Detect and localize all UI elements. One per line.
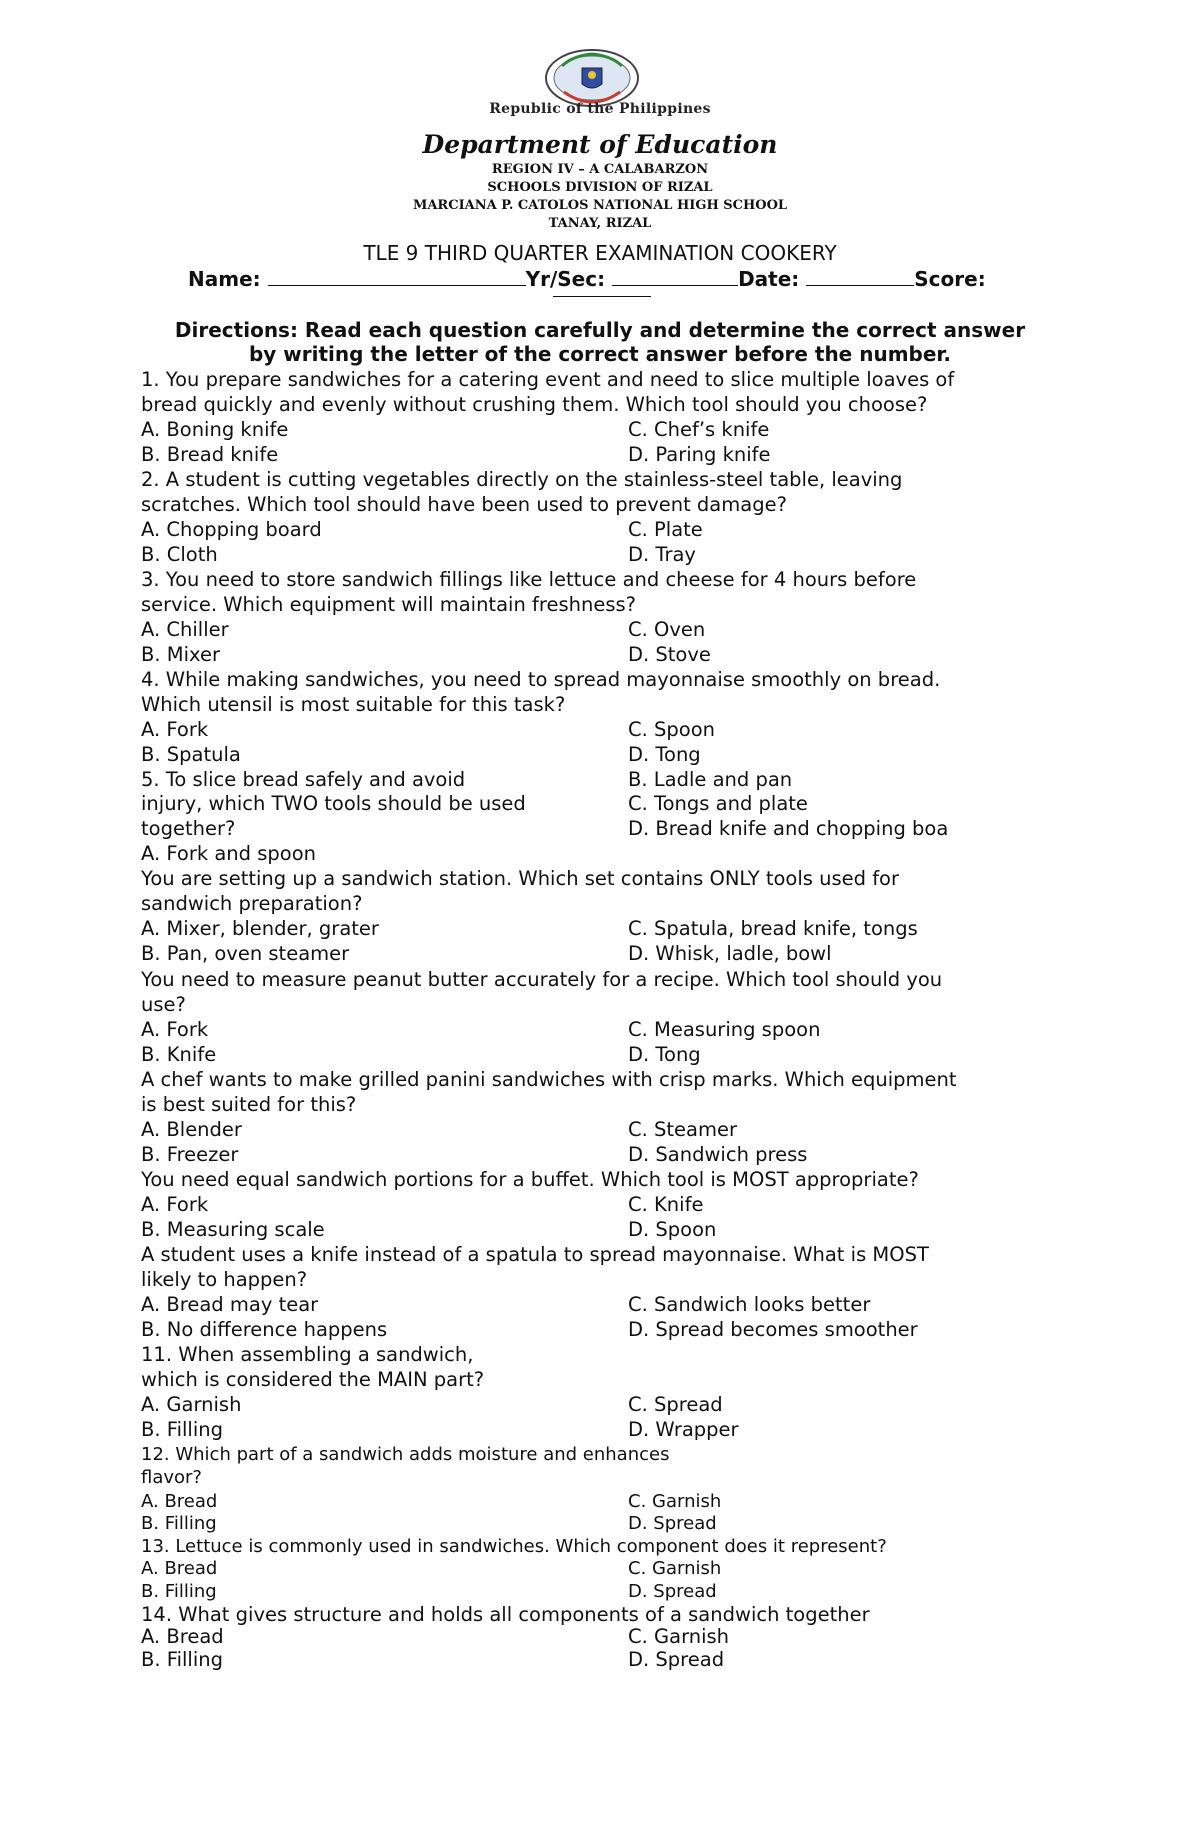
name-field[interactable] <box>268 267 526 286</box>
choice-left: A. Fork <box>141 1018 209 1041</box>
choice-left: A. Bread <box>141 1558 218 1579</box>
question-text-line: A student uses a knife instead of a spatula to spread mayonnaise. What is MOST <box>141 1243 929 1266</box>
question-text-line: sandwich preparation? <box>141 892 363 915</box>
choice-left: injury, which TWO tools should be used <box>141 792 526 815</box>
choice-right: C. Chef’s knife <box>628 418 770 441</box>
choice-right: D. Spread becomes smoother <box>628 1318 918 1341</box>
choice-left: B. Spatula <box>141 743 241 766</box>
score-field[interactable] <box>553 296 651 297</box>
choice-right: C. Garnish <box>628 1625 730 1648</box>
choice-left: B. Filling <box>141 1513 217 1534</box>
choice-left: B. Bread knife <box>141 443 279 466</box>
choice-right: C. Garnish <box>628 1491 722 1512</box>
choice-right: C. Oven <box>628 618 706 641</box>
choice-left: A. Bread <box>141 1491 218 1512</box>
question-text-line: A chef wants to make grilled panini sandwiches with crisp marks. Which equipment <box>141 1068 957 1091</box>
choice-right: C. Sandwich looks better <box>628 1293 871 1316</box>
choice-left: A. Chiller <box>141 618 229 641</box>
question-text-line: use? <box>141 993 186 1016</box>
score-label: Score: <box>914 267 986 291</box>
choice-right: C. Measuring spoon <box>628 1018 821 1041</box>
directions-line-2: by writing the letter of the correct answer before the number. <box>248 342 952 366</box>
question-text-line: bread quickly and evenly without crushing them. Which tool should you choose? <box>141 393 928 416</box>
choice-right: D. Wrapper <box>628 1418 739 1441</box>
yrsec-field[interactable] <box>612 267 738 286</box>
choice-left: B. No difference happens <box>141 1318 388 1341</box>
choice-right: C. Knife <box>628 1193 704 1216</box>
region-heading: REGION IV – A CALABARZON <box>491 162 709 177</box>
date-field[interactable] <box>806 267 914 286</box>
choice-left: B. Mixer <box>141 643 220 666</box>
choice-right: D. Spoon <box>628 1218 717 1241</box>
question-text-line: 2. A student is cutting vegetables directly on the stainless-steel table, leaving <box>141 468 903 491</box>
choice-right: C. Spatula, bread knife, tongs <box>628 917 918 940</box>
division-heading: SCHOOLS DIVISION OF RIZAL <box>487 180 713 195</box>
question-text-line: 1. You prepare sandwiches for a catering event and need to slice multiple loaves of <box>141 368 955 391</box>
choice-left: B. Measuring scale <box>141 1218 325 1241</box>
department-heading: Department of Education <box>422 130 778 159</box>
location-heading: TANAY, RIZAL <box>548 216 652 231</box>
choice-right: D. Paring knife <box>628 443 771 466</box>
question-text-line: is best suited for this? <box>141 1093 357 1116</box>
student-info-line <box>188 267 1068 291</box>
choice-left: B. Filling <box>141 1581 217 1602</box>
choice-right: D. Tong <box>628 1043 701 1066</box>
question-text-line: flavor? <box>141 1467 202 1488</box>
choice-right: D. Sandwich press <box>628 1143 808 1166</box>
question-text-line: which is considered the MAIN part? <box>141 1368 485 1391</box>
choice-left: A. Bread <box>141 1625 224 1648</box>
choice-left: B. Filling <box>141 1418 223 1441</box>
choice-right: D. Spread <box>628 1648 725 1671</box>
question-text-line: You are setting up a sandwich station. Which set contains ONLY tools used for <box>141 867 900 890</box>
choice-left: A. Fork <box>141 718 209 741</box>
choice-left: B. Pan, oven steamer <box>141 942 350 965</box>
question-text-line: You need equal sandwich portions for a buffet. Which tool is MOST appropriate? <box>141 1168 919 1191</box>
choice-left: A. Chopping board <box>141 518 322 541</box>
choice-right: C. Plate <box>628 518 703 541</box>
republic-heading: Republic of the Philippines <box>489 101 711 117</box>
choice-left: together? <box>141 817 236 840</box>
choice-right: D. Stove <box>628 643 711 666</box>
question-text-line: 4. While making sandwiches, you need to spread mayonnaise smoothly on bread. <box>141 668 941 691</box>
name-label: Name: <box>188 267 261 291</box>
choice-right: C. Spread <box>628 1393 723 1416</box>
question-text-line: 3. You need to store sandwich fillings like lettuce and cheese for 4 hours before <box>141 568 917 591</box>
question-text-line: Which utensil is most suitable for this task? <box>141 693 566 716</box>
question-text-line: You need to measure peanut butter accurately for a recipe. Which tool should you <box>141 968 943 991</box>
choice-left: B. Cloth <box>141 543 218 566</box>
deped-seal-icon <box>542 48 642 108</box>
choice-left: B. Freezer <box>141 1143 239 1166</box>
question-text-line: likely to happen? <box>141 1268 308 1291</box>
choice-left: 5. To slice bread safely and avoid <box>141 768 466 791</box>
exam-title: TLE 9 THIRD QUARTER EXAMINATION COOKERY <box>363 241 837 265</box>
question-text-line: service. Which equipment will maintain freshness? <box>141 593 636 616</box>
choice-left: A. Boning knife <box>141 418 289 441</box>
choice-right: D. Bread knife and chopping boa <box>628 817 949 840</box>
question-text-line: scratches. Which tool should have been used to prevent damage? <box>141 493 787 516</box>
yrsec-label: Yr/Sec: <box>525 267 606 291</box>
choice-right: D. Tray <box>628 543 696 566</box>
choice-right: C. Tongs and plate <box>628 792 808 815</box>
date-label: Date: <box>738 267 800 291</box>
question-text-line: 13. Lettuce is commonly used in sandwiches. Which component does it represent? <box>141 1536 887 1557</box>
choice-right: C. Garnish <box>628 1558 722 1579</box>
choice-right: B. Ladle and pan <box>628 768 793 791</box>
choice-left: A. Fork <box>141 1193 209 1216</box>
choice-right: D. Whisk, ladle, bowl <box>628 942 832 965</box>
choice-left: B. Filling <box>141 1648 223 1671</box>
choice-left: B. Knife <box>141 1043 217 1066</box>
question-text-line: 12. Which part of a sandwich adds moisture and enhances <box>141 1444 670 1465</box>
choice-right: D. Spread <box>628 1581 717 1602</box>
choice-right: D. Tong <box>628 743 701 766</box>
choice-right: C. Spoon <box>628 718 715 741</box>
question-text-line: 14. What gives structure and holds all components of a sandwich together <box>141 1603 870 1626</box>
school-heading: MARCIANA P. CATOLOS NATIONAL HIGH SCHOOL <box>412 198 788 213</box>
choice-right: C. Steamer <box>628 1118 737 1141</box>
question-text-line: 11. When assembling a sandwich, <box>141 1343 474 1366</box>
choice-left: A. Fork and spoon <box>141 842 316 865</box>
choice-left: A. Bread may tear <box>141 1293 319 1316</box>
choice-left: A. Blender <box>141 1118 242 1141</box>
choice-right: D. Spread <box>628 1513 717 1534</box>
directions-line-1: Directions: Read each question carefully and determine the correct answer <box>174 318 1026 342</box>
choice-left: A. Mixer, blender, grater <box>141 917 379 940</box>
choice-left: A. Garnish <box>141 1393 242 1416</box>
